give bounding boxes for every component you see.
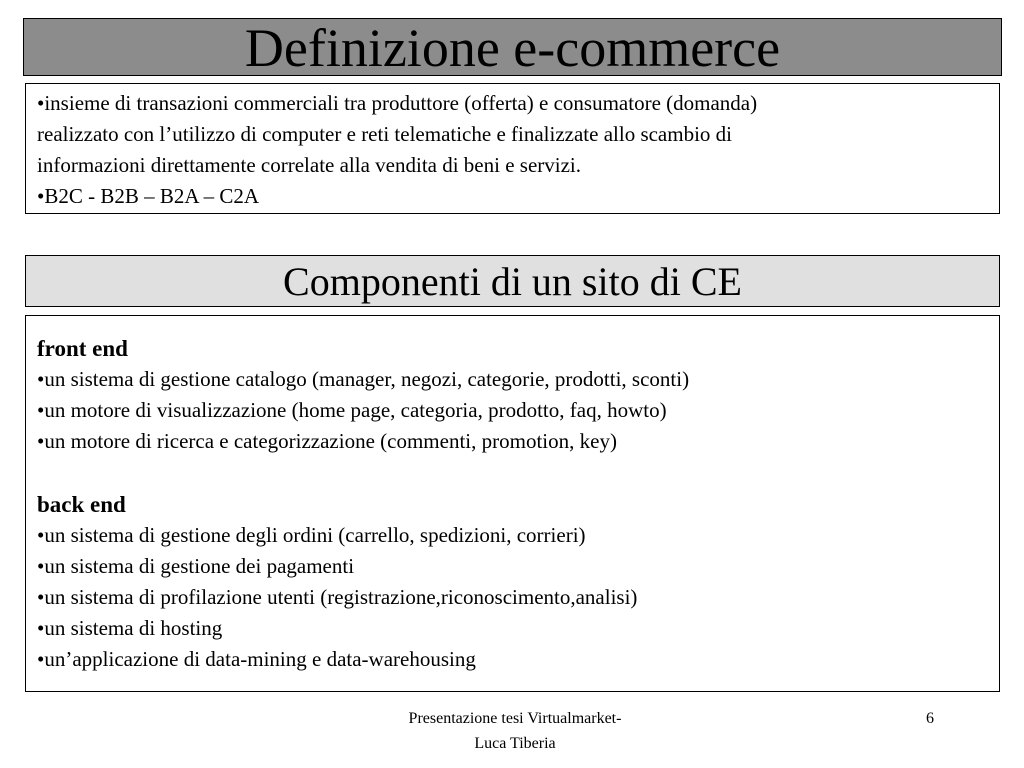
footer-line: Presentazione tesi Virtualmarket- <box>408 710 622 727</box>
back-end-item: •un sistema di gestione degli ordini (carrello, spedizioni, corrieri) <box>37 523 586 547</box>
front-end-heading: front end <box>37 336 128 361</box>
slide-title: Definizione e-commerce <box>23 18 1002 76</box>
front-end-item: •un sistema di gestione catalogo (manager, negozi, categorie, prodotti, sconti) <box>37 367 690 391</box>
back-end-heading: back end <box>37 492 126 517</box>
definition-line: informazioni direttamente correlate alla vendita di beni e servizi. <box>37 153 582 177</box>
front-end-item: •un motore di ricerca e categorizzazione (commenti, promotion, key) <box>37 429 617 453</box>
definition-line: realizzato con l’utilizzo di computer e reti telematiche e finalizzate allo scambio di <box>37 122 733 146</box>
page-number: 6 <box>926 710 934 727</box>
components-box <box>25 315 1000 692</box>
back-end-item: •un’applicazione di data-mining e data-warehousing <box>37 647 476 671</box>
definition-box <box>25 83 1000 214</box>
section-title: Componenti di un sito di CE <box>25 255 1000 307</box>
spacer <box>37 457 989 489</box>
front-end-item: •un motore di visualizzazione (home page, categoria, prodotto, faq, howto) <box>37 398 667 422</box>
footer-line: Luca Tiberia <box>474 735 556 752</box>
back-end-item: •un sistema di gestione dei pagamenti <box>37 554 355 578</box>
definition-line: •B2C - B2B – B2A – C2A <box>37 184 260 208</box>
footer <box>360 706 670 756</box>
back-end-item: •un sistema di profilazione utenti (registrazione,riconoscimento,analisi) <box>37 585 638 609</box>
definition-line: •insieme di transazioni commerciali tra produttore (offerta) e consumatore (domanda) <box>37 91 758 115</box>
back-end-item: •un sistema di hosting <box>37 616 223 640</box>
